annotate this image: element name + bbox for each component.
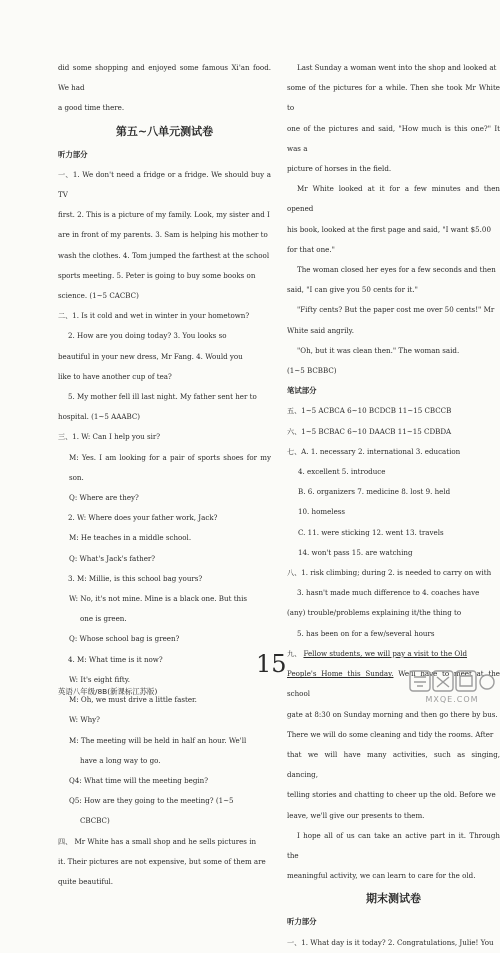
q4-line: it. Their pictures are not expensive, but some of them are — [58, 856, 266, 866]
answer-line: 3. hasn't made much difference to 4. coaches have — [297, 588, 480, 598]
answer-line: C. 11. were sticking 12. went 13. travels — [298, 527, 444, 537]
q3-line: Q: What's Jack's father? — [69, 553, 156, 563]
q9-text: We'll have to meet at the school — [287, 669, 500, 699]
answer-line: 八、1. risk climbing; during 2. is needed to carry on with — [287, 568, 492, 578]
q1-line: 一、1. We don't need a fridge or a fridge. We should buy a TV — [58, 169, 271, 200]
q2-line: 二、1. Is it cold and wet in winter in your hometown? — [58, 311, 250, 321]
q1-line: first. 2. This is a picture of my family. Look, my sister and I — [58, 210, 270, 220]
q9-line — [287, 644, 500, 664]
q9-line: meaningful activity, we can learn to care for the old. — [287, 871, 476, 881]
final-q1-line: 一、1. What day is it today? 2. Congratulations, Julie! You — [287, 937, 494, 947]
answer-line: 14. won't pass 15. are watching — [298, 547, 413, 557]
q3-line: W: It's eight fifty. — [69, 674, 131, 684]
story-line: some of the pictures for a while. Then she took Mr White to — [287, 83, 500, 113]
q3-line: 2. W: Where does your father work, Jack? — [68, 513, 218, 523]
story-line: (1~5 BCBBC) — [287, 366, 337, 376]
q1-line: sports meeting. 5. Peter is going to buy some books on — [58, 270, 256, 280]
answer-line: B. 6. organizers 7. medicine 8. lost 9. held — [298, 487, 451, 497]
watermark-logo — [408, 668, 496, 705]
q2-line: 5. My mother fell ill last night. My father sent her to — [68, 392, 257, 402]
q2-line: like to have another cup of tea? — [58, 371, 172, 381]
q3-line: M: He teaches in a middle school. — [69, 533, 192, 543]
q3-line: one is green. — [80, 614, 127, 624]
q3-line: Q: Whose school bag is green? — [69, 634, 180, 644]
story-line: The woman closed her eyes for a few seconds and then — [297, 265, 496, 275]
listening-section-label-2: 听力部分 — [287, 917, 317, 927]
story-line: White said angrily. — [287, 325, 354, 335]
q3-line: have a long way to go. — [80, 755, 161, 765]
final-test-heading: 期末测试卷 — [366, 892, 421, 906]
q3-line: W: Why? — [69, 715, 100, 725]
q3-head: 三、1. W: Can I help you sir? — [58, 432, 161, 442]
q9-label: 九、 — [287, 648, 302, 658]
story-line: said, "I can give you 50 cents for it." — [287, 285, 418, 295]
left-column — [58, 58, 271, 892]
right-column — [287, 58, 500, 953]
q4-line: 四、 Mr White has a small shop and he sells pictures in — [58, 836, 257, 846]
story-line: his book, looked at the first page and said, "I want $5.00 — [287, 224, 491, 234]
svg-text:MXQE.COM: MXQE.COM — [425, 695, 479, 704]
q2-line: beautiful in your new dress, Mr Fang. 4. Would you — [58, 351, 243, 361]
answer-line: 5. has been on for a few/several hours — [297, 628, 435, 638]
q9-line: that we will have many activities, such as singing, dancing, — [287, 749, 500, 780]
q3-line: 4. M: What time is it now? — [68, 654, 163, 664]
q2-line: 2. How are you doing today? 3. You looks so — [68, 331, 227, 341]
q3-line: Q4: What time will the meeting begin? — [69, 775, 209, 785]
story-line: "Oh, but it was clean then." The woman said. — [297, 345, 460, 355]
q9-line: leave, we'll give our presents to them. — [287, 810, 425, 820]
story-line: for that one." — [287, 244, 335, 254]
story-line: picture of horses in the field. — [287, 164, 392, 174]
q9-line: There we will do some cleaning and tidy the rooms. After — [287, 729, 494, 739]
intro-line-2: a good time there. — [58, 103, 125, 113]
story-line: one of the pictures and said, "How much is this one?" It was a — [287, 123, 500, 153]
q1-line: science. (1~5 CACBC) — [58, 291, 139, 301]
intro-line-1: did some shopping and enjoyed some famous Xi'an food. We had — [58, 63, 271, 93]
answer-line: 4. excellent 5. introduce — [298, 467, 386, 477]
q3-line: Q: Where are they? — [69, 493, 139, 503]
q2-line: hospital. (1~5 AAABC) — [58, 412, 141, 422]
q9-underlined-text: Fellow students, we will pay a visit to the Old — [303, 648, 468, 658]
answer-line: 10. homeless — [298, 507, 346, 517]
q4-line: quite beautiful. — [58, 876, 114, 886]
answer-line: 七、A. 1. necessary 2. international 3. education — [287, 446, 461, 456]
q3-line: M: Yes. I am looking for a pair of sports shoes for my son. — [69, 452, 271, 482]
q9-underlined-text: People's Home this Sunday. — [287, 669, 394, 679]
q3-line: M: Oh, we must drive a little faster. — [69, 695, 197, 705]
q1-line: are in front of my parents. 3. Sam is helping his mother to — [58, 230, 268, 240]
story-line: Last Sunday a woman went into the shop and looked at — [297, 63, 497, 72]
q9-line: I hope all of us can take an active part in it. Through the — [287, 830, 500, 860]
story-line: Mr White looked at it for a few minutes and then opened — [287, 184, 500, 214]
answer-line: (any) trouble/problems explaining it/the thing to — [287, 608, 462, 618]
answer-line: 五、1~5 ACBCA 6~10 BCDCB 11~15 CBCCB — [287, 406, 452, 416]
q1-line: wash the clothes. 4. Tom jumped the farthest at the school — [58, 250, 270, 260]
listening-section-label: 听力部分 — [58, 149, 88, 159]
writing-section-label: 笔试部分 — [287, 386, 317, 396]
page-number: 15 — [256, 650, 287, 678]
q3-line: 3. M: Millie, is this school bag yours? — [68, 573, 203, 583]
answer-line: 六、1~5 BCBAC 6~10 DAACB 11~15 CDBDA — [287, 426, 452, 436]
unit-test-heading: 第五~八单元测试卷 — [115, 124, 214, 138]
story-line: "Fifty cents? But the paper cost me over 50 cents!" Mr — [297, 305, 495, 315]
q3-line: Q5: How are they going to the meeting? (1~5 — [69, 796, 234, 806]
q3-line: M: The meeting will be held in half an hour. We'll — [69, 735, 247, 745]
q3-line: W: No, it's not mine. Mine is a black one. But this — [69, 594, 248, 604]
q9-line: telling stories and chatting to cheer up the old. Before we — [287, 790, 496, 800]
q3-line: CBCBC) — [80, 816, 110, 826]
footer-text: 英语八年级/8B(新课标江苏版) — [58, 687, 158, 696]
q9-line: gate at 8:30 on Sunday morning and then go there by bus. — [287, 709, 498, 719]
